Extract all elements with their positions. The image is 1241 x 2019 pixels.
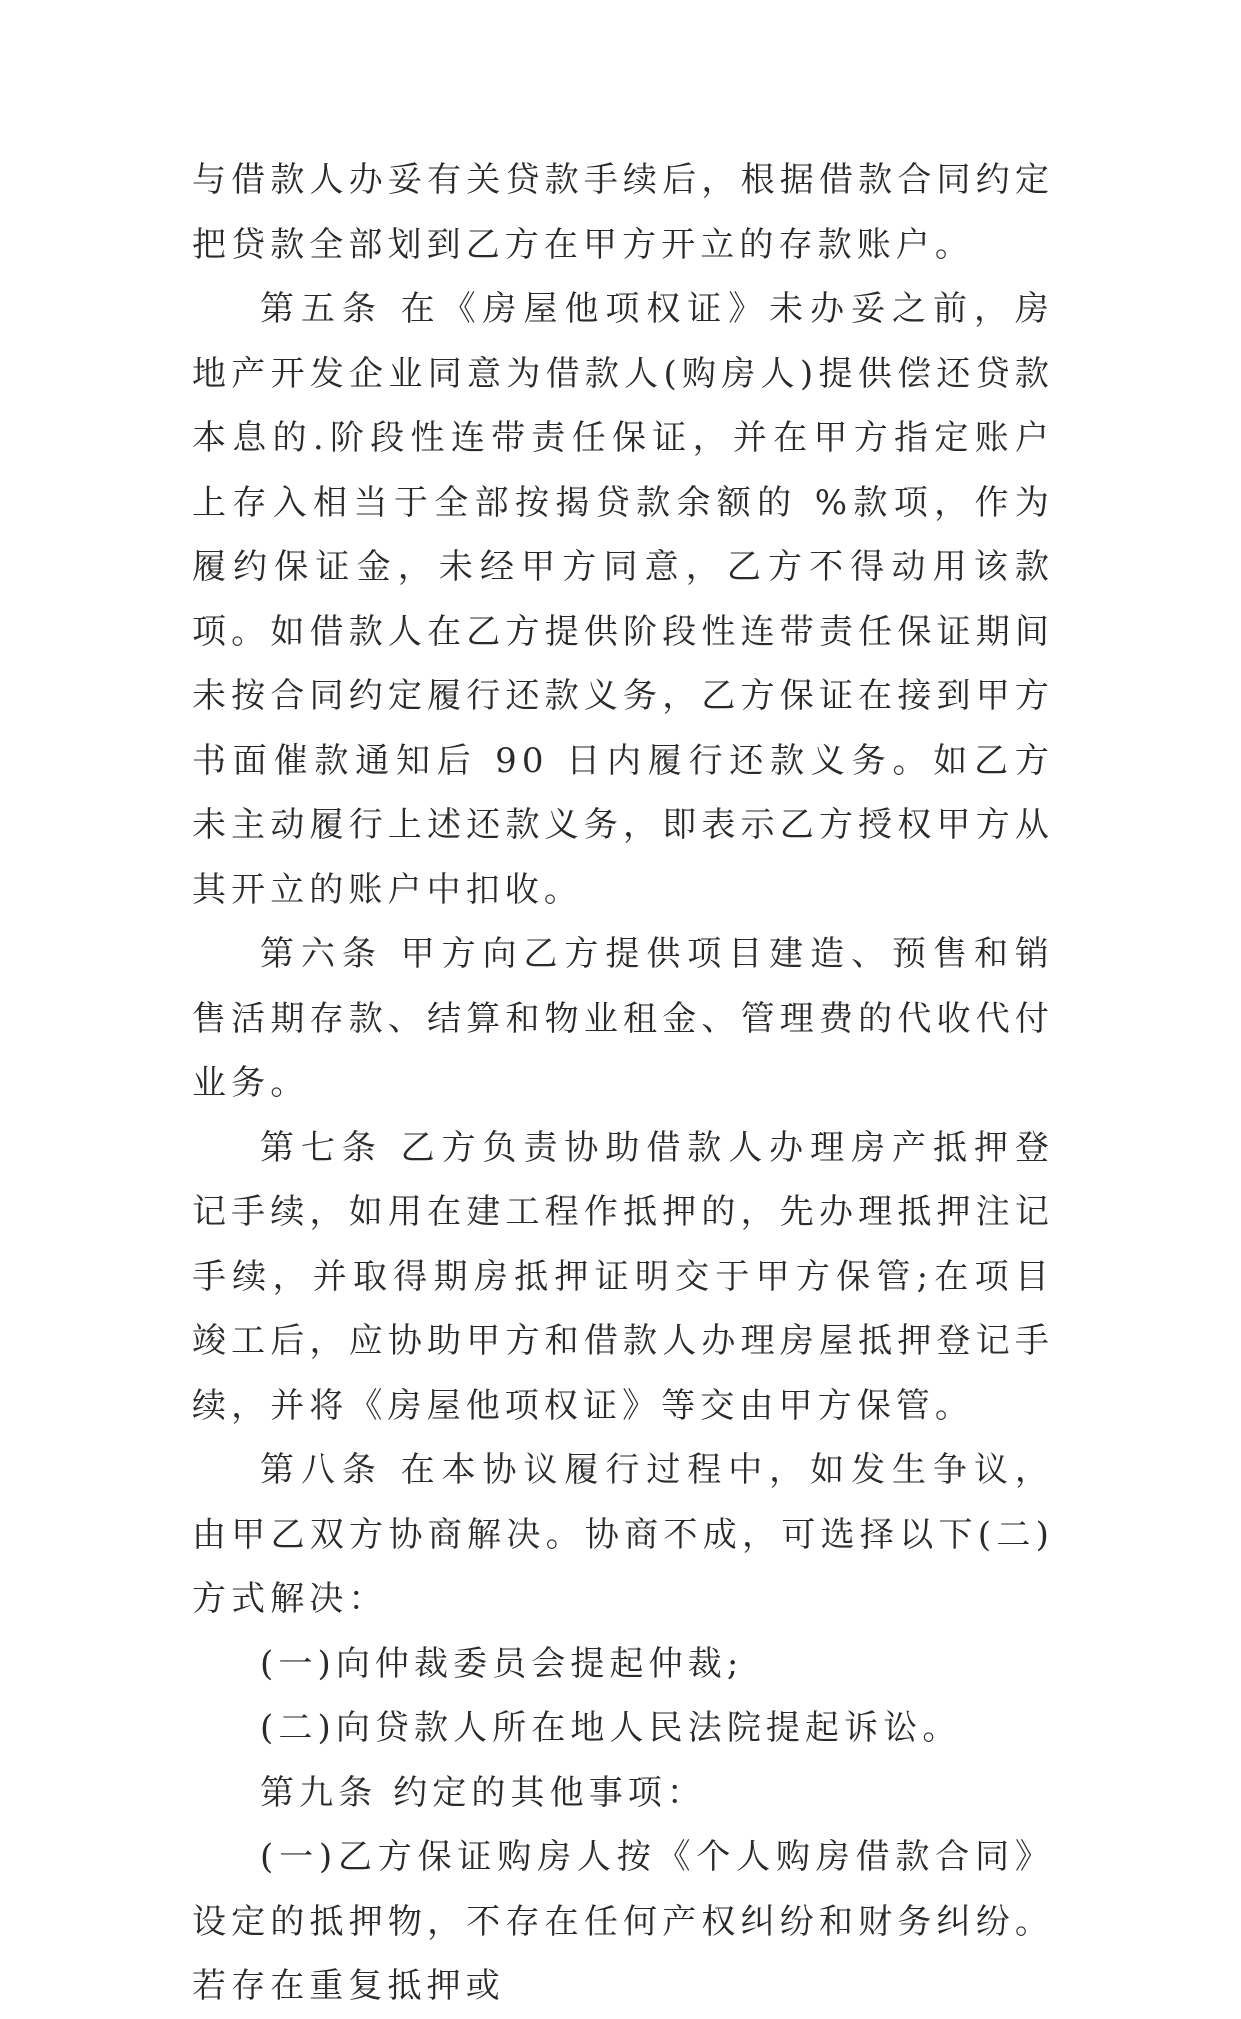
paragraph-continuation: 与借款人办妥有关贷款手续后，根据借款合同约定把贷款全部划到乙方在甲方开立的存款账户。 bbox=[192, 160, 1054, 265]
article-6: 第六条 甲方向乙方提供项目建造、预售和销售活期存款、结算和物业租金、管理费的代收代付业务。 bbox=[192, 934, 1054, 1103]
article-9: 第九条 约定的其他事项： bbox=[260, 1772, 707, 1813]
article-7: 第七条 乙方负责协助借款人办理房产抵押登记手续，如用在建工程作抵押的，先办理抵押注记手续，并取得期房抵押证明交于甲方保管;在项目竣工后，应协助甲方和借款人办理房屋抵押登记手续，并将《房屋他项权证》等交由甲方保管。 bbox=[192, 1127, 1054, 1426]
article-8-option-1: (一)向仲裁委员会提起仲裁; bbox=[260, 1643, 744, 1684]
article-5: 第五条 在《房屋他项权证》未办妥之前，房地产开发企业同意为借款人(购房人)提供偿还贷款本息的.阶段性连带责任保证，并在甲方指定账户上存入相当于全部按揭贷款余额的 %款项，作为履约保证金，未经甲方同意，乙方不得动用该款项。如借款人在乙方提供阶段性连带责任保证期间未按合同约定履行还款义务，乙方保证在接到甲方书面催款通知后 90 日内履行还款义务。如乙方未主动履行上述还款义务，即表示乙方授权甲方从其开立的账户中扣收。 bbox=[192, 289, 1054, 910]
article-9-item-1: (一)乙方保证购房人按《个人购房借款合同》设定的抵押物，不存在任何产权纠纷和财务纠纷。若存在重复抵押或 bbox=[192, 1837, 1054, 2006]
document-page bbox=[192, 148, 1054, 2019]
article-8-option-2: (二)向贷款人所在地人民法院提起诉讼。 bbox=[260, 1708, 962, 1748]
article-8: 第八条 在本协议履行过程中，如发生争议，由甲乙双方协商解决。协商不成，可选择以下(二)方式解决： bbox=[192, 1450, 1054, 1619]
